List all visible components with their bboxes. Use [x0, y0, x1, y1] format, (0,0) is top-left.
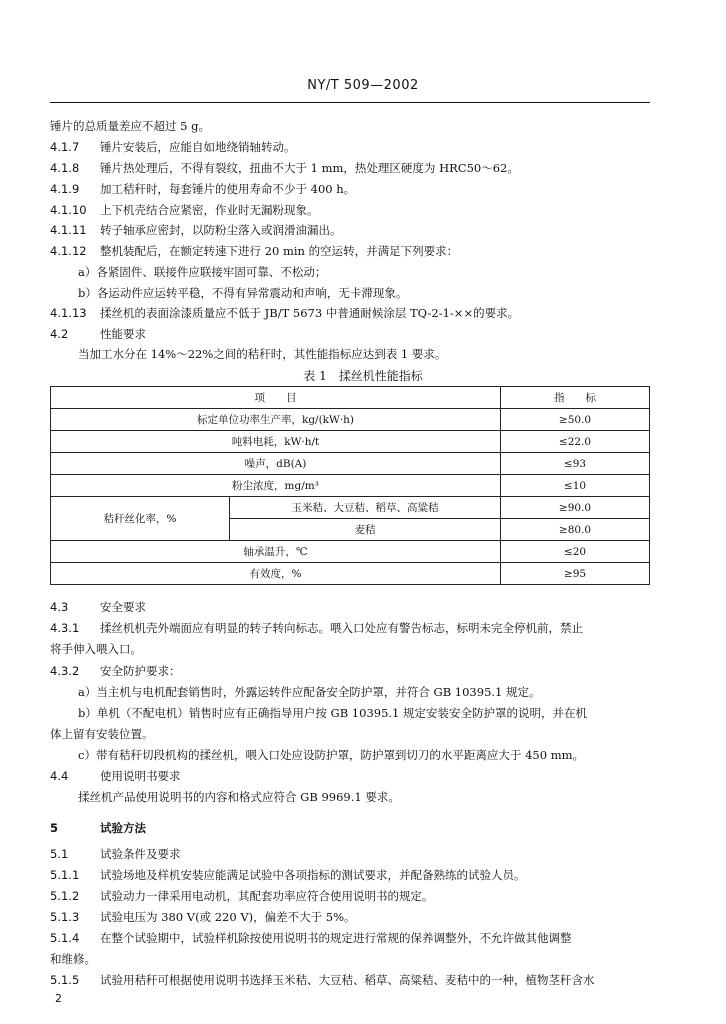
clause-5-1: [50, 846, 650, 862]
table-row: [51, 497, 650, 519]
clause-text: 试验条件及要求: [100, 847, 181, 861]
clause-4-3-2: [50, 663, 650, 679]
table-row: [51, 541, 650, 563]
clause-text: 揉丝机机壳外端面应有明显的转子转向标志。喂入口处应有警告标志，标明未完全停机前，禁止: [100, 621, 583, 635]
clause-4-1-7: [50, 139, 650, 155]
page-number: 2: [55, 992, 62, 1005]
table-cell: 粉尘浓度，mg/m³: [51, 475, 501, 497]
table-cell-group: 秸秆丝化率，%: [51, 497, 230, 541]
table-row: [51, 475, 650, 497]
standard-code-header: NY/T 509—2002: [307, 78, 419, 93]
clause-text: 锤片安装后，应能自如地绕销轴转动。: [100, 140, 296, 154]
clause-number: 4.1.13: [50, 306, 87, 320]
clause-4-2: [50, 326, 650, 342]
table-row: [51, 453, 650, 475]
table-cell: 轴承温升，℃: [51, 541, 501, 563]
table-cell: ≥80.0: [501, 519, 650, 541]
table-cell: ≤10: [501, 475, 650, 497]
table-cell: 吨料电耗，kW·h/t: [51, 431, 501, 453]
clause-number: 4.2: [50, 327, 69, 341]
clause-text: 试验动力一律采用电动机，其配套功率应符合使用说明书的规定。: [100, 889, 434, 903]
clause-number: 4.3: [50, 600, 69, 614]
clause-4-1-9: [50, 181, 650, 197]
clause-5-1-1: [50, 867, 650, 883]
clause-text: 揉丝机的表面涂漆质量应不低于 JB/T 5673 中普通耐候涂层 TQ-2-1-××的要求。: [100, 306, 520, 320]
table-cell: ≥90.0: [501, 497, 650, 519]
paragraph-line: 体上留有安装位置。: [50, 727, 154, 741]
clause-number: 4.1.8: [50, 161, 80, 175]
section-number: 5: [50, 821, 59, 835]
header-cell-item: 项 目: [51, 387, 501, 409]
list-item-c: c）带有秸秆切段机构的揉丝机，喂入口处应设防护罩，防护罩到切刀的水平距离应大于 450 mm。: [78, 748, 585, 762]
table-cell: 噪声，dB(A): [51, 453, 501, 475]
clause-text: 性能要求: [100, 327, 146, 341]
table-header-row: [51, 387, 650, 409]
clause-5-1-3: [50, 909, 650, 925]
clause-number: 5.1: [50, 847, 69, 861]
table-caption: 表 1 揉丝机性能指标: [303, 369, 423, 383]
clause-number: 4.4: [50, 769, 69, 783]
clause-number: 5.1.4: [50, 931, 80, 945]
clause-text: 试验用秸秆可根据使用说明书选择玉米秸、大豆秸、稻草、高粱秸、麦秸中的一种，植物茎秆含水: [100, 973, 595, 987]
table-cell: 标定单位功率生产率，kg/(kW·h): [51, 409, 501, 431]
table-row: [51, 431, 650, 453]
clause-number: 4.3.1: [50, 621, 80, 635]
list-item-a: a）各紧固件、联接件应联接牢固可靠、不松动；: [78, 265, 327, 279]
clause-number: 4.1.10: [50, 203, 87, 217]
clause-number: 5.1.3: [50, 910, 80, 924]
table-cell: ≥50.0: [501, 409, 650, 431]
clause-5-1-5: [50, 972, 650, 988]
clause-4-1-8: [50, 160, 650, 176]
clause-5-1-2: [50, 888, 650, 904]
clause-number: 4.1.7: [50, 140, 80, 154]
clause-text: 安全防护要求：: [100, 664, 181, 678]
section-5-heading: [50, 820, 650, 836]
paragraph-line: 当加工水分在 14%～22%之间的秸秆时，其性能指标应达到表 1 要求。: [78, 347, 447, 361]
table-cell: ≤22.0: [501, 431, 650, 453]
clause-text: 上下机壳结合应紧密，作业时无漏粉现象。: [100, 203, 319, 217]
clause-text: 试验场地及样机安装应能满足试验中各项指标的测试要求，并配备熟练的试验人员。: [100, 868, 526, 882]
clause-4-3-1: [50, 620, 650, 636]
paragraph-line: 揉丝机产品使用说明书的内容和格式应符合 GB 9969.1 要求。: [78, 790, 400, 804]
clause-5-1-4: [50, 930, 650, 946]
clause-4-1-12: [50, 243, 650, 259]
table-row: [51, 563, 650, 585]
clause-text: 锤片热处理后，不得有裂纹，扭曲不大于 1 mm，热处理区硬度为 HRC50～62。: [100, 161, 519, 175]
clause-text: 使用说明书要求: [100, 769, 181, 783]
list-item-b: b）单机（不配电机）销售时应有正确指导用户按 GB 10395.1 规定安装安全防护罩的说明，并在机: [78, 706, 588, 720]
paragraph-line: 和维修。: [50, 952, 96, 966]
clause-text: 转子轴承应密封，以防粉尘落入或润滑油漏出。: [100, 223, 342, 237]
table-cell: ≤93: [501, 453, 650, 475]
clause-number: 4.1.12: [50, 244, 87, 258]
clause-4-1-10: [50, 202, 650, 218]
table-cell: 玉米秸、大豆秸、稻草、高粱秸: [230, 497, 501, 519]
clause-number: 4.1.11: [50, 223, 87, 237]
list-item-a: a）当主机与电机配套销售时，外露运转件应配备安全防护罩，并符合 GB 10395.1 规定。: [78, 685, 541, 699]
clause-4-1-11: [50, 222, 650, 238]
table-cell: 麦秸: [230, 519, 501, 541]
table-cell: ≤20: [501, 541, 650, 563]
clause-4-4: [50, 768, 650, 784]
list-item-b: b）各运动件应运转平稳，不得有异常震动和声响，无卡滞现象。: [78, 286, 408, 300]
header-rule: [50, 102, 650, 103]
clause-4-1-13: [50, 305, 650, 321]
performance-table: [50, 386, 650, 585]
clause-text: 加工秸秆时，每套锤片的使用寿命不少于 400 h。: [100, 182, 356, 196]
clause-text: 安全要求: [100, 600, 146, 614]
paragraph-line: 将手伸入喂入口。: [50, 642, 142, 656]
table-cell: 有效度，%: [51, 563, 501, 585]
clause-number: 5.1.5: [50, 973, 80, 987]
paragraph-line: 锤片的总质量差应不超过 5 g。: [50, 119, 210, 133]
table-cell: ≥95: [501, 563, 650, 585]
clause-4-3: [50, 599, 650, 615]
clause-text: 试验电压为 380 V(或 220 V)，偏差不大于 5%。: [100, 910, 356, 924]
clause-number: 4.3.2: [50, 664, 80, 678]
header-cell-index: 指 标: [501, 387, 650, 409]
table-row: [51, 409, 650, 431]
clause-number: 5.1.1: [50, 868, 80, 882]
clause-number: 4.1.9: [50, 182, 80, 196]
section-title: 试验方法: [100, 821, 146, 835]
clause-number: 5.1.2: [50, 889, 80, 903]
clause-text: 在整个试验期中，试验样机除按使用说明书的规定进行常规的保养调整外，不允许做其他调整: [100, 931, 572, 945]
clause-text: 整机装配后，在额定转速下进行 20 min 的空运转，并满足下列要求：: [100, 244, 459, 258]
